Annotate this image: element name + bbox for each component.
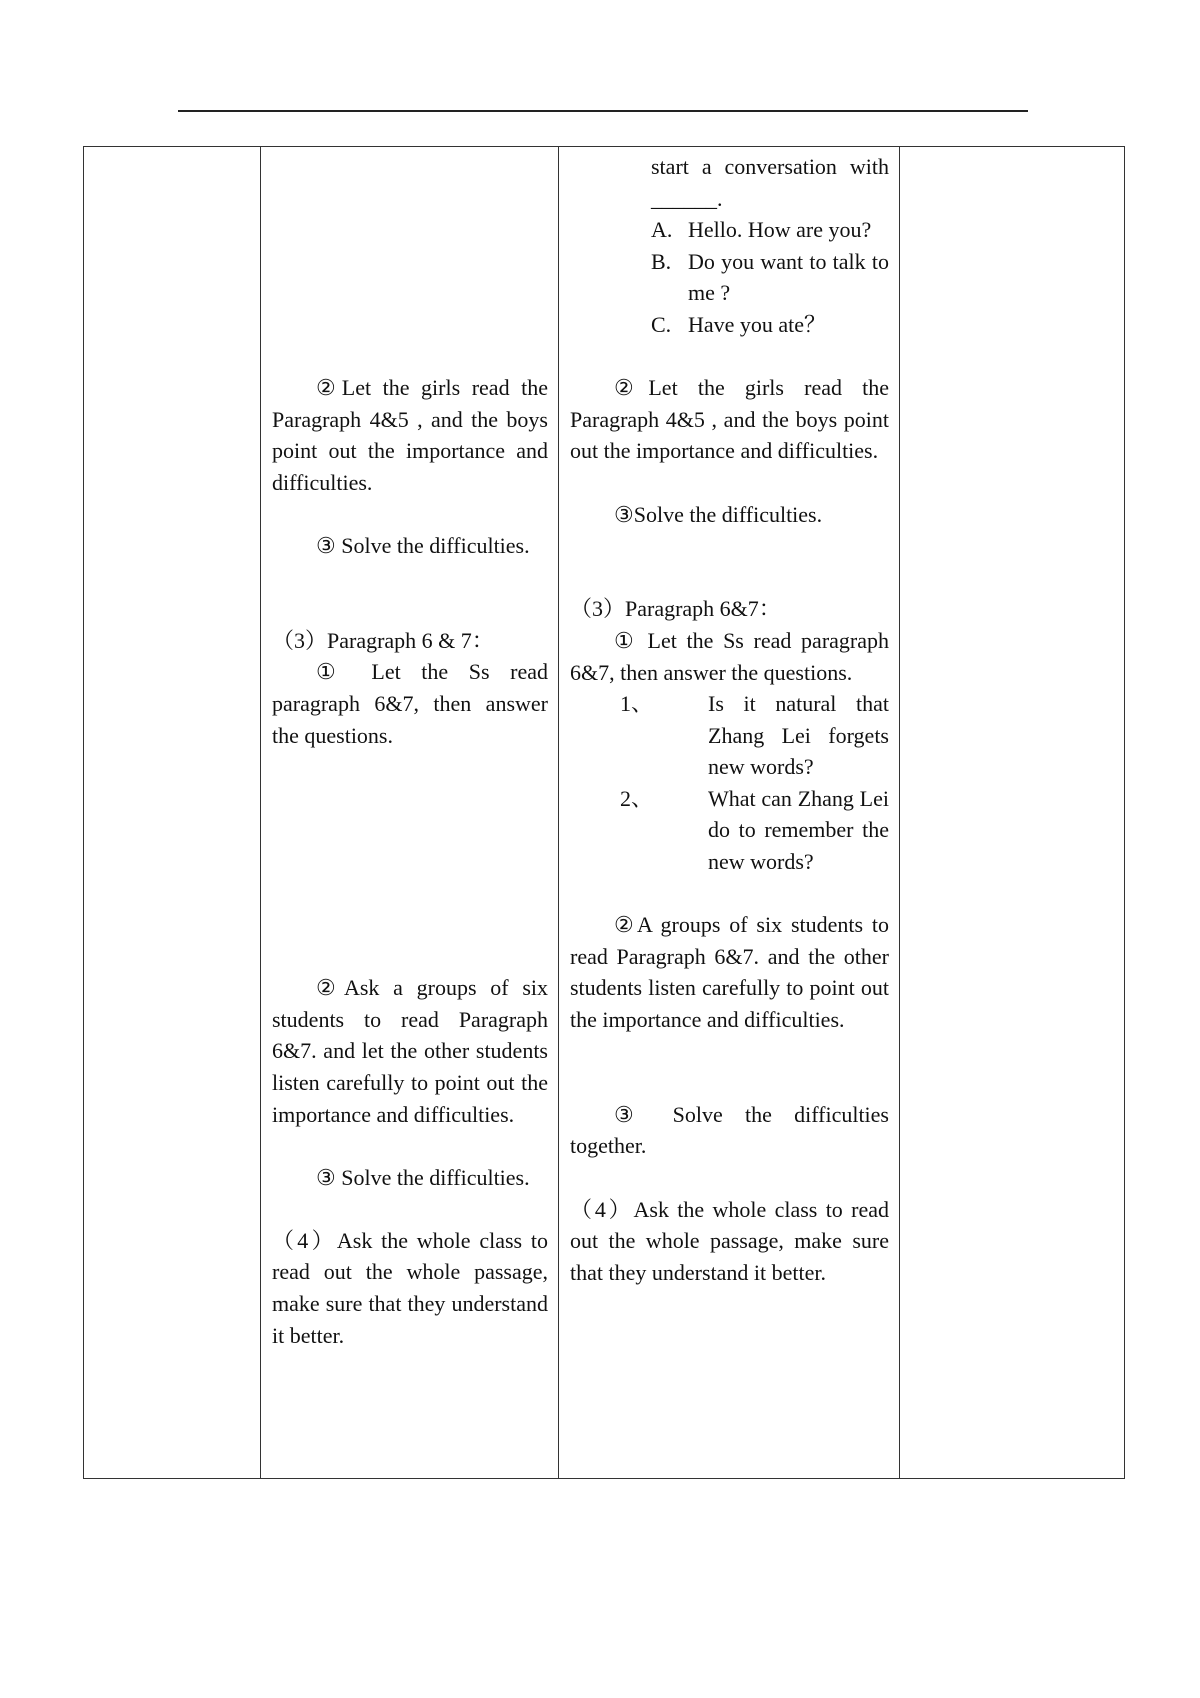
answer-option	[570, 309, 889, 341]
teacher-step-read-answer: ① Let the Ss read paragraph 6&7, then answer the questions.	[272, 659, 548, 748]
question-item	[570, 688, 889, 783]
student-step-whole-class: （4）Ask the whole class to read out the whole passage, make sure that they understand it better.	[570, 1196, 889, 1285]
option-key: A.	[651, 217, 673, 243]
option-text: Do you want to talk to me ?	[688, 248, 889, 306]
question-text: What can Zhang Lei do to remember the new words?	[708, 785, 889, 875]
answer-option	[570, 214, 889, 246]
option-key: C.	[651, 311, 672, 337]
lesson-plan-table	[83, 146, 1125, 1479]
question-number: 2、	[620, 785, 654, 811]
option-text: Have you ate？	[688, 311, 827, 337]
question-stem: start a conversation with ______.	[651, 154, 889, 211]
student-section-heading: （3）Paragraph 6&7：	[570, 596, 781, 622]
answer-option	[570, 246, 889, 309]
student-activity-cell	[559, 147, 900, 1479]
student-step-solve-together: ③ Solve the difficulties together.	[570, 1101, 889, 1159]
notes-cell	[900, 147, 1125, 1479]
student-step-girls-read: ②Let the girls read the Paragraph 4&5 , and the boys point out the importance and difficulties.	[570, 375, 889, 464]
stage-cell	[84, 147, 261, 1479]
teacher-activity-cell	[261, 147, 559, 1479]
teacher-step-solve: ③ Solve the difficulties.	[316, 532, 530, 558]
question-number: 1、	[620, 691, 654, 717]
question-item	[570, 783, 889, 878]
option-key: B.	[651, 248, 672, 274]
header-rule	[178, 110, 1028, 112]
student-step-read-answer: ① Let the Ss read paragraph 6&7, then answer the questions.	[570, 627, 889, 685]
student-step-solve: ③Solve the difficulties.	[614, 501, 823, 527]
teacher-step-group-read: ②Ask a groups of six students to read Paragraph 6&7. and let the other students listen carefully to point out the importance and difficulties.	[272, 975, 548, 1127]
teacher-section-heading: （3）Paragraph 6 & 7：	[272, 627, 494, 653]
student-step-group-read: ②A groups of six students to read Paragraph 6&7. and the other students listen carefully to point out the importance and difficulties.	[570, 912, 889, 1033]
teacher-step-girls-read: ②Let the girls read the Paragraph 4&5 , and the boys point out the importance and difficulties.	[272, 375, 548, 495]
teacher-step-solve-2: ③ Solve the difficulties.	[316, 1164, 530, 1190]
question-text: Is it natural that Zhang Lei forgets new words?	[708, 691, 889, 780]
option-text: Hello. How are you?	[688, 217, 872, 243]
table-row	[84, 147, 1125, 1479]
teacher-step-whole-class: （4）Ask the whole class to read out the whole passage, make sure that they understand it better.	[272, 1227, 548, 1348]
